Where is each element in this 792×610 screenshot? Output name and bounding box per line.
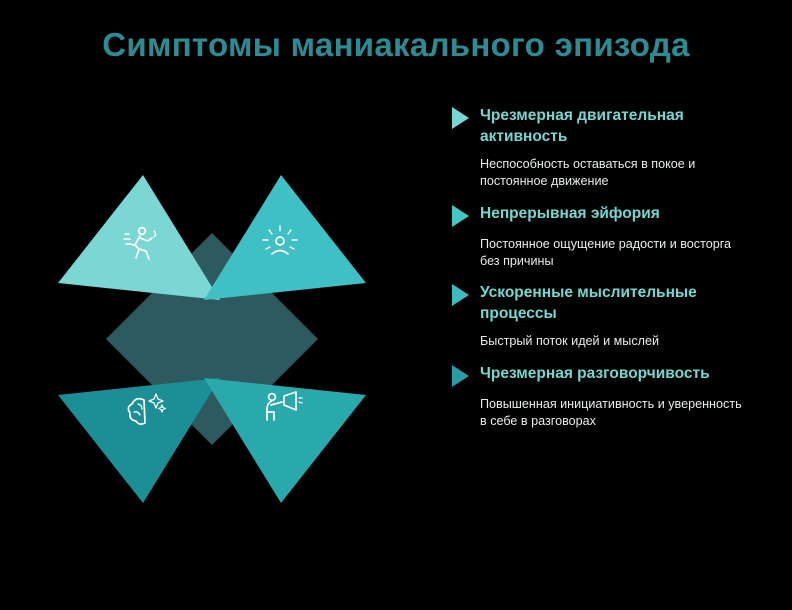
page-title: Симптомы маниакального эпизода [102, 26, 690, 63]
legend-item-1-title: Чрезмерная двигательная активность [480, 107, 684, 145]
symptom-diagram [28, 140, 428, 570]
legend-item-4[interactable] [452, 364, 764, 431]
legend-item-2-title: Непрерывная эйфория [480, 204, 660, 222]
legend-item-2-description: Постоянное ощущение радости и восторга без причины [480, 236, 732, 268]
legend-item-1-description: Неспособность оставаться в покое и постоянное движение [480, 157, 696, 189]
triangle-bullet-icon [452, 284, 469, 306]
diagram-arrow-bottom-right[interactable] [204, 378, 366, 503]
triangle-bullet-icon [452, 365, 469, 387]
legend-item-2[interactable] [452, 204, 764, 271]
legend-item-4-title: Чрезмерная разговорчивость [480, 364, 710, 382]
legend [452, 106, 764, 443]
legend-item-1[interactable] [452, 106, 764, 191]
triangle-bullet-icon [452, 107, 469, 129]
legend-item-3-description: Быстрый поток идей и мыслей [480, 334, 660, 349]
triangle-bullet-icon [452, 205, 469, 227]
legend-item-4-description: Повышенная инициативность и уверенность в себе в разговорах [480, 396, 742, 428]
legend-item-3-title: Ускоренные мыслительные процессы [480, 284, 697, 322]
diagram-arrow-top-right[interactable] [204, 175, 366, 300]
legend-item-3[interactable] [452, 283, 764, 350]
diagram-arrow-bottom-left[interactable] [58, 378, 220, 503]
diagram-arrow-top-left[interactable] [58, 175, 220, 300]
